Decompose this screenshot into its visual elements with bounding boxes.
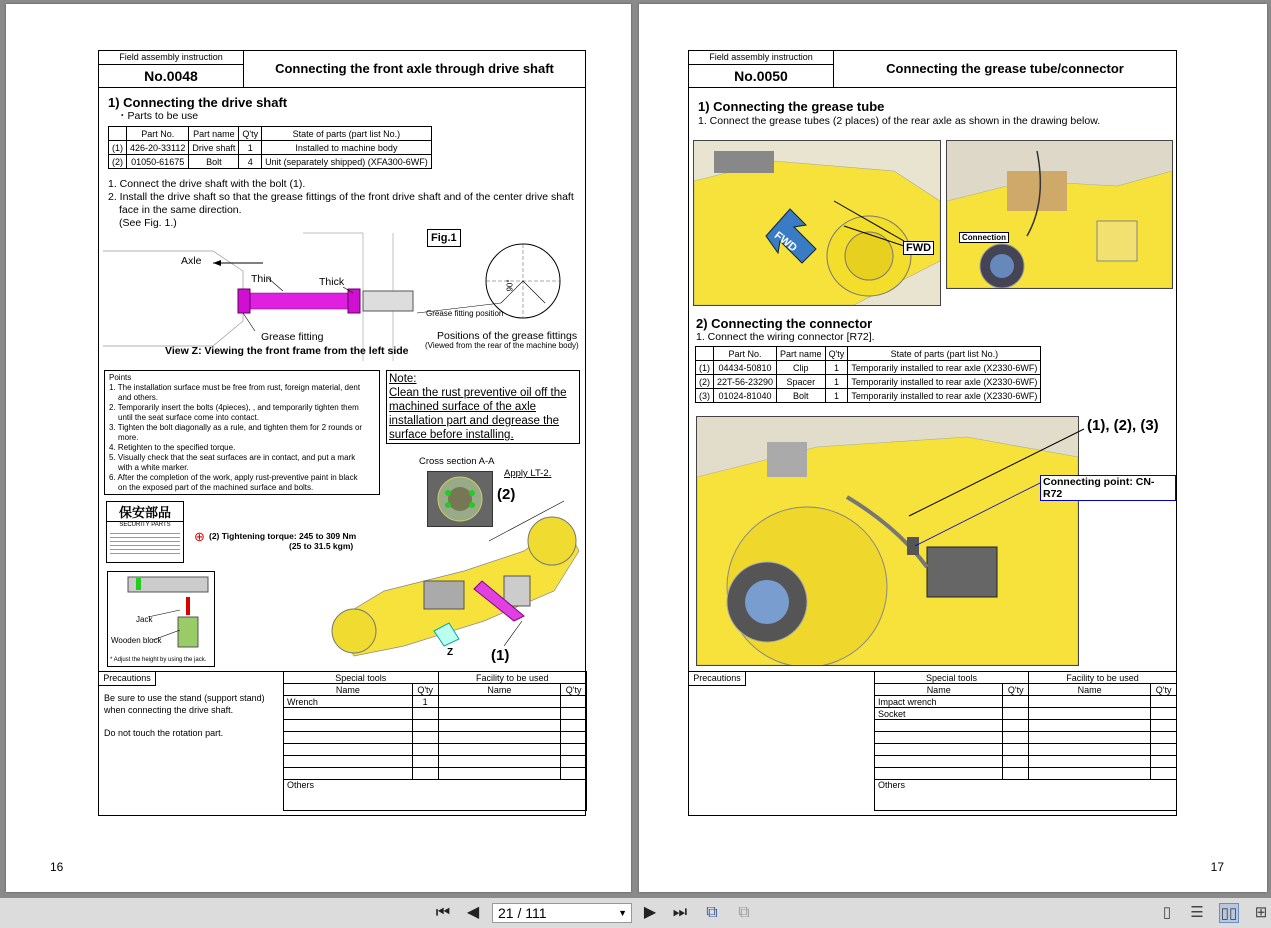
col-name: Name xyxy=(1029,684,1151,696)
continuous-view-icon[interactable]: ☰ xyxy=(1190,904,1204,921)
col-header xyxy=(109,127,127,141)
special-tools-header: Special tools xyxy=(875,672,1029,684)
instruction-frame xyxy=(98,50,586,816)
col-qty: Q'ty xyxy=(1003,684,1029,696)
cell: (2) xyxy=(696,375,714,389)
col-header xyxy=(696,347,714,361)
step-2-cont: face in the same direction. xyxy=(119,204,242,216)
points-title: Points xyxy=(109,373,132,382)
page-number: 16 xyxy=(50,860,64,874)
header-label: Field assembly instruction xyxy=(99,51,244,65)
connection-label: Connection xyxy=(959,232,1009,243)
wooden-block-label: Wooden block xyxy=(111,636,162,645)
step-text: 1. Connect the grease tubes (2 places) of the rear axle as shown in the drawing below. xyxy=(698,115,1101,127)
col-header: State of parts (part list No.) xyxy=(262,127,432,141)
callout-2: (2) xyxy=(497,486,516,503)
instruction-frame xyxy=(688,50,1177,816)
instruction-title: Connecting the grease tube/connector xyxy=(886,61,1124,76)
precaution-text xyxy=(104,692,265,739)
parts-table xyxy=(695,346,1041,403)
point-line: 2. Temporarily insert the bolts (4pieces), , and temporarily tighten them xyxy=(109,403,359,412)
note-line: Clean the rust preventive oil off the xyxy=(389,387,567,399)
torque-line1: (2) Tightening torque: 245 to 309 Nm xyxy=(209,531,357,541)
cell: 22T-56-23290 xyxy=(714,375,777,389)
point-line: on the exposed part of the machined surface and bolts. xyxy=(118,483,314,492)
tools-table xyxy=(874,671,1177,811)
left-page xyxy=(6,4,631,892)
angle-label: 90° xyxy=(505,279,515,292)
instruction-title: Connecting the front axle through drive shaft xyxy=(275,61,554,76)
security-title: 保安部品 xyxy=(107,502,183,522)
note-line: installation part and degrease the xyxy=(389,415,560,427)
step-1: 1. Connect the drive shaft with the bolt (1). xyxy=(108,178,306,190)
cell: Temporarily installed to rear axle (X2330-6WF) xyxy=(848,389,1041,403)
page-indicator: 21 / 111 xyxy=(498,905,547,921)
parts-table xyxy=(108,126,432,169)
point-line: 4. Retighten to the specified torque. xyxy=(109,443,236,452)
parts-caption: ・Parts to be use xyxy=(117,110,199,122)
point-line: more. xyxy=(118,433,139,442)
point-line: 6. After the completion of the work, apply rust-preventive paint in black xyxy=(109,473,358,482)
cell: Installed to machine body xyxy=(262,141,432,155)
security-subtitle: SECURITY PARTS xyxy=(119,522,171,528)
cell: Spacer xyxy=(777,375,826,389)
section-title: 1) Connecting the grease tube xyxy=(698,99,885,114)
cell: 1 xyxy=(239,141,262,155)
table-row xyxy=(284,696,587,708)
precautions-label: Precautions xyxy=(99,672,156,686)
col-header: State of parts (part list No.) xyxy=(848,347,1041,361)
positions-title: Positions of the grease fittings xyxy=(437,330,578,342)
note-box xyxy=(386,370,580,444)
table-row xyxy=(109,141,432,155)
point-line: 3. Tighten the bolt diagonally as a rule, and tighten them for 2 rounds or xyxy=(109,423,363,432)
point-line: and others. xyxy=(118,393,159,402)
special-tools-header: Special tools xyxy=(284,672,439,684)
bottom-section xyxy=(689,671,1176,817)
cell: 4 xyxy=(239,155,262,169)
grease-tube-photo-2 xyxy=(946,140,1173,289)
col-qty: Q'ty xyxy=(561,684,587,696)
cell: Unit (separately shipped) (XFA300-6WF) xyxy=(262,155,432,169)
table-row xyxy=(875,708,1177,720)
previous-page-icon[interactable]: ◀ xyxy=(466,904,480,921)
cell: 1 xyxy=(825,375,848,389)
others-cell: Others xyxy=(875,780,1177,811)
grease-fitting-label: Grease fitting xyxy=(261,331,324,343)
step-text-2: 1. Connect the wiring connector [R72]. xyxy=(696,331,875,343)
table-row xyxy=(696,375,1041,389)
cell: (1) xyxy=(696,361,714,375)
viewer-toolbar xyxy=(0,898,1271,928)
first-page-icon[interactable]: ⏮ xyxy=(435,904,451,921)
previous-view-icon[interactable]: ⧉ xyxy=(706,904,718,921)
col-header: Part No. xyxy=(127,127,189,141)
next-view-icon[interactable]: ⧉ xyxy=(738,904,750,921)
fwd-box-label: FWD xyxy=(903,241,934,255)
cell: 01050-61675 xyxy=(127,155,189,169)
page-indicator-select[interactable] xyxy=(492,903,632,923)
others-cell: Others xyxy=(284,780,587,811)
cross-section-label: Cross section A-A xyxy=(419,456,495,467)
cell: (3) xyxy=(696,389,714,403)
fwd-arrow-label: FWD xyxy=(771,229,800,255)
cell: (1) xyxy=(109,141,127,155)
note-line: machined surface of the axle xyxy=(389,401,537,413)
precaution-line: when connecting the drive shaft. xyxy=(104,705,234,715)
section-title: 1) Connecting the drive shaft xyxy=(108,95,288,110)
precaution-line: Do not touch the rotation part. xyxy=(104,728,224,738)
chevron-down-icon: ▼ xyxy=(618,908,627,918)
view-z-caption: View Z: Viewing the front frame from the left side xyxy=(165,345,409,357)
cell: Temporarily installed to rear axle (X2330-6WF) xyxy=(848,361,1041,375)
step-2-ref: (See Fig. 1.) xyxy=(119,217,177,229)
callout-123: (1), (2), (3) xyxy=(1087,417,1159,434)
fig-label: Fig.1 xyxy=(427,229,461,247)
facility-header: Facility to be used xyxy=(438,672,586,684)
thin-label: Thin xyxy=(251,273,272,285)
thick-label: Thick xyxy=(319,276,345,288)
cell: Bolt xyxy=(777,389,826,403)
col-header: Part No. xyxy=(714,347,777,361)
header xyxy=(99,51,585,88)
cell: 1 xyxy=(412,696,438,708)
table-row xyxy=(109,155,432,169)
jack-figure xyxy=(107,571,215,667)
axle-assembly-drawing xyxy=(324,481,584,671)
col-header: Part name xyxy=(777,347,826,361)
cell: Clip xyxy=(777,361,826,375)
col-qty: Q'ty xyxy=(412,684,438,696)
point-line: 1. The installation surface must be free from rust, foreign material, dent xyxy=(109,383,361,392)
table-row xyxy=(875,696,1177,708)
cell: 426-20-33112 xyxy=(127,141,189,155)
security-parts-label xyxy=(106,501,184,563)
tools-table xyxy=(283,671,587,811)
grease-tube-photo-1 xyxy=(693,140,941,306)
step-2: 2. Install the drive shaft so that the grease fittings of the front drive shaft and of the center drive shaft xyxy=(108,191,574,203)
point-line: 5. Visually check that the seat surfaces are in contact, and put a mark xyxy=(109,453,356,462)
cell: (2) xyxy=(109,155,127,169)
cell: Impact wrench xyxy=(875,696,1003,708)
adjust-note: * Adjust the height by using the jack. xyxy=(110,657,207,663)
right-page xyxy=(639,4,1267,892)
jack-label: Jack xyxy=(136,615,153,624)
cell: 04434-50810 xyxy=(714,361,777,375)
bottom-section xyxy=(99,671,585,817)
cell: Socket xyxy=(875,708,1003,720)
cell: Drive shaft xyxy=(189,141,239,155)
header-label: Field assembly instruction xyxy=(689,51,834,65)
positions-subtitle: (Viewed from the rear of the machine body) xyxy=(425,341,579,350)
col-name: Name xyxy=(438,684,561,696)
section-title-2: 2) Connecting the connector xyxy=(696,316,873,331)
note-title: Note: xyxy=(389,373,417,385)
facility-header: Facility to be used xyxy=(1029,672,1177,684)
single-page-view-icon[interactable]: ▯ xyxy=(1162,904,1172,921)
grease-fitting-position-label: Grease fitting position xyxy=(426,309,504,318)
point-line: until the seat surface come into contact. xyxy=(118,413,259,422)
page-number: 17 xyxy=(1210,860,1224,874)
col-header: Q'ty xyxy=(239,127,262,141)
note-line: surface before installing. xyxy=(389,429,514,441)
points-box xyxy=(104,370,380,495)
callout-1: (1) xyxy=(491,647,510,664)
col-name: Name xyxy=(284,684,413,696)
cell: 01024-81040 xyxy=(714,389,777,403)
cell: Bolt xyxy=(189,155,239,169)
z-mark: Z xyxy=(447,647,454,658)
col-qty: Q'ty xyxy=(1151,684,1177,696)
facing-pages-view-icon[interactable]: ▯▯ xyxy=(1220,905,1238,922)
col-header: Q'ty xyxy=(825,347,848,361)
next-page-icon[interactable]: ▶ xyxy=(643,904,657,921)
last-page-icon[interactable]: ⏭ xyxy=(672,904,688,921)
header xyxy=(689,51,1176,88)
torque-icon: ⊕ xyxy=(194,529,205,544)
axle-label: Axle xyxy=(181,255,202,267)
instruction-number: No.0050 xyxy=(689,65,834,87)
cell: Temporarily installed to rear axle (X2330-6WF) xyxy=(848,375,1041,389)
cell: Wrench xyxy=(284,696,413,708)
precaution-line: Be sure to use the stand (support stand) xyxy=(104,693,265,703)
torque-line2: (25 to 31.5 kgm) xyxy=(289,541,354,551)
apply-label: Apply LT-2. xyxy=(504,468,552,479)
cell: 1 xyxy=(825,389,848,403)
col-header: Part name xyxy=(189,127,239,141)
point-line: with a white marker. xyxy=(118,463,189,472)
precautions-label: Precautions xyxy=(689,672,746,686)
col-name: Name xyxy=(875,684,1003,696)
cell: 1 xyxy=(825,361,848,375)
connecting-point-label: Connecting point: CN-R72 xyxy=(1040,475,1176,501)
table-row xyxy=(696,389,1041,403)
instruction-number: No.0048 xyxy=(99,65,244,87)
continuous-facing-view-icon[interactable]: ⊞ xyxy=(1254,904,1268,921)
table-row xyxy=(696,361,1041,375)
